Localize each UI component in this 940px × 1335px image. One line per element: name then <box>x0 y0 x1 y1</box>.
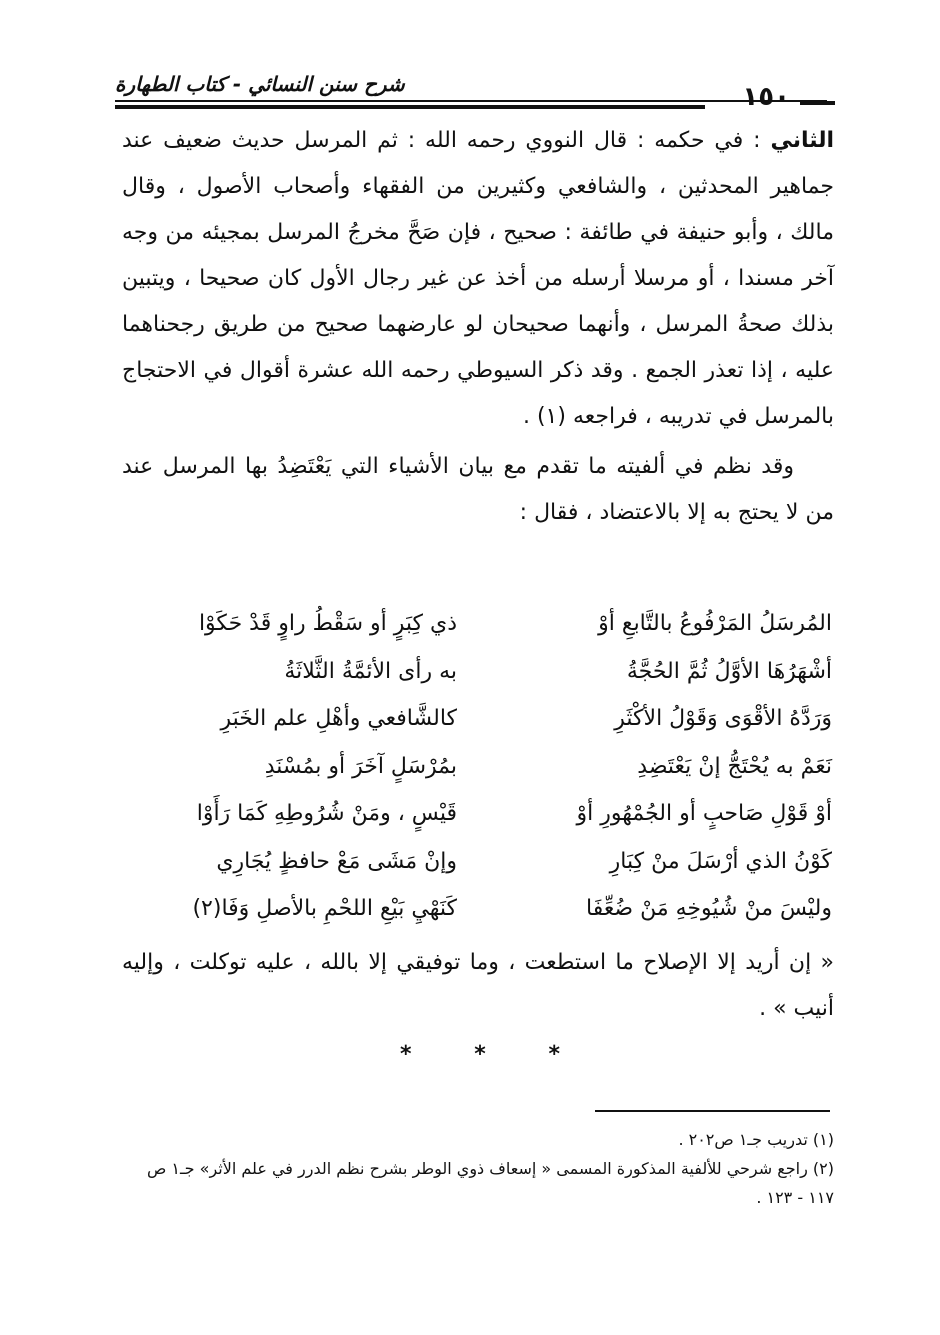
paragraph <box>122 118 834 440</box>
paragraph-text: : في حكمه : قال النووي رحمه الله : ثم المرسل حديث ضعيف عند جماهير المحدثين ، والشافعي وكثيرين من الفقهاء وأصحاب الأصول ، وقال مالك ، وأبو حنيفة في طائفة : صحيح ، فإن صَحَّ مخرجُ المرسل بمجيئه من وجه آخر مسندا ، أو مرسلا أرسله من أخذ عن غير رجال الأول كان صحيحا ، ويتبين بذلك صحةُ المرسل ، وأنهما صحيحان لو عارضهما صحيح من طريق رجحناهما عليه ، إذا تعذر الجمع . وقد ذكر السيوطي رحمه الله عشرة أقوال في الاحتجاج بالمرسل في تدريبه ، فراجعه (١) . <box>122 128 834 429</box>
verse <box>122 648 832 696</box>
verse-second-hemistich: قَيْسٍ ، ومَنْ شُرُوطِهِ كَمَا رَأَوْا <box>196 801 457 826</box>
verse-first-hemistich: أوْ قَوْلِ صَاحبٍ أو الجُمْهُورِ أوْ <box>576 801 832 826</box>
closing-quote: « إن أريد إلا الإصلاح ما استطعت ، وما توفيقي إلا بالله ، عليه توكلت ، وإليه أنيب » . <box>122 950 834 1021</box>
poem <box>122 600 832 933</box>
verse <box>122 838 832 886</box>
main-text <box>122 118 834 536</box>
verse <box>122 790 832 838</box>
header-rule-thick <box>115 105 705 109</box>
header-rule <box>115 100 827 102</box>
footnote: (٢) راجع شرحي للألفية المذكورة المسمى « إسعاف ذوي الوطر بشرح نظم الدرر في علم الأثر» جـ١ ص ١١٧ - ١٢٣ . <box>146 1159 834 1207</box>
star-glyph: * <box>400 1042 412 1067</box>
running-header <box>115 72 835 112</box>
header-title: شرح سنن النسائي - كتاب الطهارة <box>115 72 405 96</box>
section-divider <box>400 1042 560 1067</box>
page-number: ١٥٠ <box>742 82 790 112</box>
verse <box>122 885 832 933</box>
verse-second-hemistich: ذي كِبَرٍ أو سَقْطُ راوٍ قَدْ حَكَوْا <box>198 611 457 636</box>
verse-first-hemistich: نَعَمْ به يُحْتَجُّ إنْ يَعْتَضِدِ <box>637 753 832 779</box>
footnotes <box>122 1125 834 1212</box>
page-number-dash <box>800 101 835 105</box>
verse-second-hemistich: كالشَّافعي وأهْلِ علم الخَبَرِ <box>220 706 457 731</box>
verse-second-hemistich: وإنْ مَشَى مَعْ حافظٍ يُجَارِي <box>216 848 457 874</box>
footnote: (١) تدريب جـ١ ص٢٠٢ . <box>678 1130 834 1149</box>
verse-second-hemistich: كَنَهْيِ بَيْعِ اللحْمِ بالأصلِ وَفَا(٢) <box>192 896 457 921</box>
star-glyph: * <box>474 1042 486 1067</box>
verse <box>122 600 832 648</box>
verse <box>122 695 832 743</box>
verse-first-hemistich: وليْسَ منْ شُيُوخِهِ مَنْ ضُعِّفَا <box>585 896 832 921</box>
verse-first-hemistich: كَوْنُ الذي أرْسَلَ منْ كِبَارِ <box>609 848 832 874</box>
footnote-rule <box>595 1110 830 1112</box>
verse-second-hemistich: به رأى الأئمَّةُ الثَّلاثَةُ <box>284 658 457 684</box>
verse-second-hemistich: بمُرْسَلٍ آخَرَ أو بمُسْنَدِ <box>264 753 457 779</box>
star-glyph: * <box>548 1042 560 1067</box>
verse <box>122 743 832 791</box>
verse-first-hemistich: أشْهَرُهَا الأوَّلُ ثُمَّ الحُجَّةُ <box>626 658 832 684</box>
verse-first-hemistich: وَرَدَّهُ الأقْوَى وَقَوْلُ الأكْثَرِ <box>614 706 832 731</box>
verse-first-hemistich: المُرسَلُ المَرْفُوعُ بالتَّابعِ أوْ <box>598 611 832 636</box>
paragraph-lead: الثاني <box>770 128 834 153</box>
paragraph: وقد نظم في ألفيته ما تقدم مع بيان الأشياء التي يَعْتَضِدُ بها المرسل عند من لا يحتج به إلا بالاعتضاد ، فقال : <box>122 454 834 525</box>
